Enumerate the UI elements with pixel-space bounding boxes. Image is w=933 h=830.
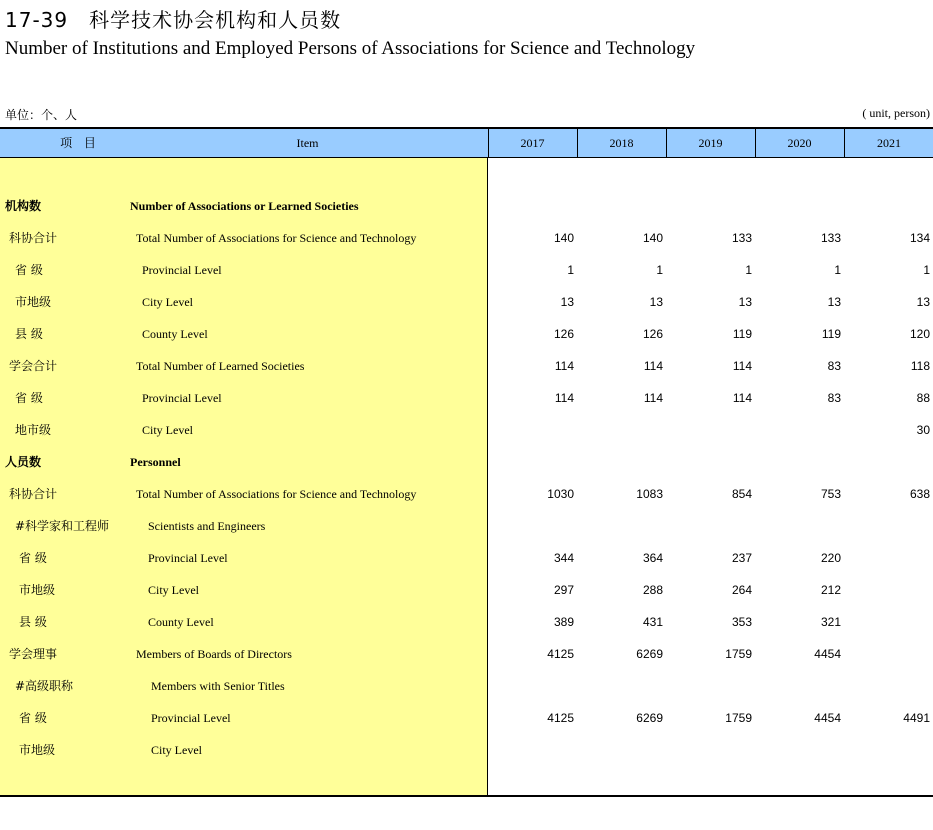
value-cell-2017: 13 [560, 295, 574, 309]
row-label-cn: 市地级 [19, 583, 56, 597]
value-cell-2020: 119 [821, 327, 841, 341]
statistics-table [0, 127, 933, 798]
value-cell-2021: 120 [909, 327, 930, 341]
table-row [0, 574, 933, 606]
value-cell-2017: 389 [553, 615, 574, 629]
row-label-cn: 市地级 [19, 743, 56, 757]
value-cell-2018: 140 [642, 231, 663, 245]
value-cell-2021: 13 [916, 295, 930, 309]
value-cell-2017: 126 [553, 327, 574, 341]
table-row [0, 318, 933, 350]
value-cell-2017: 4125 [547, 647, 574, 661]
row-label-cn: 市地级 [15, 295, 52, 309]
row-label-en: Number of Associations or Learned Societies [130, 199, 359, 213]
value-cell-2021: 134 [909, 231, 930, 245]
table-row [0, 446, 933, 478]
unit-label-en: ( unit, person) [862, 106, 930, 120]
header-item-cn: 项 目 [60, 136, 100, 150]
page-title-en: Number of Institutions and Employed Persons of Associations for Science and Technology [5, 38, 696, 59]
value-cell-2020: 83 [827, 391, 841, 405]
row-label-en: Total Number of Learned Societies [136, 359, 305, 373]
row-label-en: Members with Senior Titles [151, 679, 285, 693]
row-label-en: County Level [142, 327, 208, 341]
row-label-en: Scientists and Engineers [148, 519, 266, 533]
value-cell-2019: 1759 [725, 647, 752, 661]
row-label-en: Total Number of Associations for Science and Technology [136, 487, 417, 501]
row-label-en: Provincial Level [142, 391, 222, 405]
value-cell-2018: 126 [642, 327, 663, 341]
unit-label-cn: 单位：个、人 [5, 108, 78, 122]
value-cell-2018: 364 [642, 551, 663, 565]
table-row [0, 190, 933, 222]
row-label-cn: 省 级 [19, 551, 47, 565]
value-cell-2018: 6269 [636, 647, 663, 661]
header-year-2019: 2019 [666, 129, 754, 157]
table-row [0, 734, 933, 766]
value-cell-2019: 114 [732, 391, 752, 405]
value-cell-2018: 6269 [636, 711, 663, 725]
table-row [0, 350, 933, 382]
row-label-cn: 县 级 [19, 615, 47, 629]
table-row [0, 478, 933, 510]
row-label-en: City Level [151, 743, 202, 757]
value-cell-2020: 4454 [814, 647, 841, 661]
value-cell-2019: 237 [731, 551, 752, 565]
value-cell-2020: 13 [827, 295, 841, 309]
value-cell-2021: 638 [909, 487, 930, 501]
page-title-cn: 17-39 科学技术协会机构和人员数 [5, 8, 342, 32]
table-header [0, 129, 933, 158]
value-cell-2021: 118 [910, 359, 930, 373]
value-cell-2020: 220 [820, 551, 841, 565]
value-cell-2017: 4125 [547, 711, 574, 725]
row-label-en: Provincial Level [151, 711, 231, 725]
value-cell-2019: 119 [732, 327, 752, 341]
header-year-2018: 2018 [577, 129, 665, 157]
table-row [0, 414, 933, 446]
row-label-en: Provincial Level [142, 263, 222, 277]
header-year-2021: 2021 [844, 129, 933, 157]
row-label-cn: 机构数 [5, 199, 42, 213]
value-cell-2017: 114 [554, 391, 574, 405]
row-label-en: County Level [148, 615, 214, 629]
header-year-2020: 2020 [755, 129, 843, 157]
value-cell-2017: 297 [553, 583, 574, 597]
row-label-cn: #科学家和工程师 [15, 519, 110, 533]
value-cell-2019: 854 [731, 487, 752, 501]
row-label-en: Members of Boards of Directors [136, 647, 292, 661]
value-cell-2019: 264 [731, 583, 752, 597]
value-cell-2019: 1 [745, 263, 752, 277]
header-item-en: Item [296, 136, 319, 150]
value-cell-2018: 114 [643, 359, 663, 373]
row-label-cn: 省 级 [15, 263, 43, 277]
row-label-cn: #高级职称 [15, 679, 74, 693]
value-cell-2021: 4491 [903, 711, 930, 725]
value-cell-2019: 133 [731, 231, 752, 245]
row-label-en: Total Number of Associations for Science and Technology [136, 231, 417, 245]
value-cell-2019: 13 [738, 295, 752, 309]
value-cell-2020: 1 [834, 263, 841, 277]
value-cell-2020: 133 [820, 231, 841, 245]
table-row [0, 702, 933, 734]
value-cell-2020: 4454 [814, 711, 841, 725]
row-label-cn: 学会合计 [9, 359, 58, 373]
table-row [0, 286, 933, 318]
value-cell-2019: 353 [731, 615, 752, 629]
row-label-cn: 县 级 [15, 327, 43, 341]
value-cell-2018: 13 [649, 295, 663, 309]
value-cell-2020: 753 [820, 487, 841, 501]
value-cell-2021: 1 [923, 263, 930, 277]
row-label-en: City Level [148, 583, 199, 597]
value-cell-2018: 1 [656, 263, 663, 277]
row-label-cn: 人员数 [5, 455, 42, 469]
table-row [0, 606, 933, 638]
table-bottom-rule [0, 795, 933, 797]
value-cell-2020: 212 [820, 583, 841, 597]
value-cell-2018: 114 [643, 391, 663, 405]
value-cell-2017: 1 [567, 263, 574, 277]
table-row [0, 638, 933, 670]
value-cell-2021: 30 [916, 423, 930, 437]
table-row [0, 382, 933, 414]
row-label-en: Provincial Level [148, 551, 228, 565]
value-cell-2017: 114 [554, 359, 574, 373]
value-cell-2020: 83 [827, 359, 841, 373]
row-label-cn: 地市级 [15, 423, 52, 437]
value-cell-2017: 1030 [547, 487, 574, 501]
row-label-cn: 省 级 [15, 391, 43, 405]
row-label-cn: 科协合计 [9, 231, 58, 245]
value-cell-2017: 344 [553, 551, 574, 565]
value-cell-2021: 88 [916, 391, 930, 405]
row-label-en: City Level [142, 423, 193, 437]
table-row [0, 254, 933, 286]
table-row [0, 222, 933, 254]
value-cell-2018: 1083 [636, 487, 663, 501]
table-row [0, 542, 933, 574]
header-year-2017: 2017 [488, 129, 576, 157]
value-cell-2019: 114 [732, 359, 752, 373]
value-cell-2018: 288 [642, 583, 663, 597]
table-row [0, 670, 933, 702]
row-label-en: City Level [142, 295, 193, 309]
row-label-en: Personnel [130, 455, 181, 469]
row-label-cn: 学会理事 [9, 647, 58, 661]
row-label-cn: 省 级 [19, 711, 47, 725]
value-cell-2017: 140 [553, 231, 574, 245]
table-row [0, 510, 933, 542]
row-label-cn: 科协合计 [9, 487, 58, 501]
value-cell-2019: 1759 [725, 711, 752, 725]
value-cell-2018: 431 [642, 615, 663, 629]
value-cell-2020: 321 [820, 615, 841, 629]
